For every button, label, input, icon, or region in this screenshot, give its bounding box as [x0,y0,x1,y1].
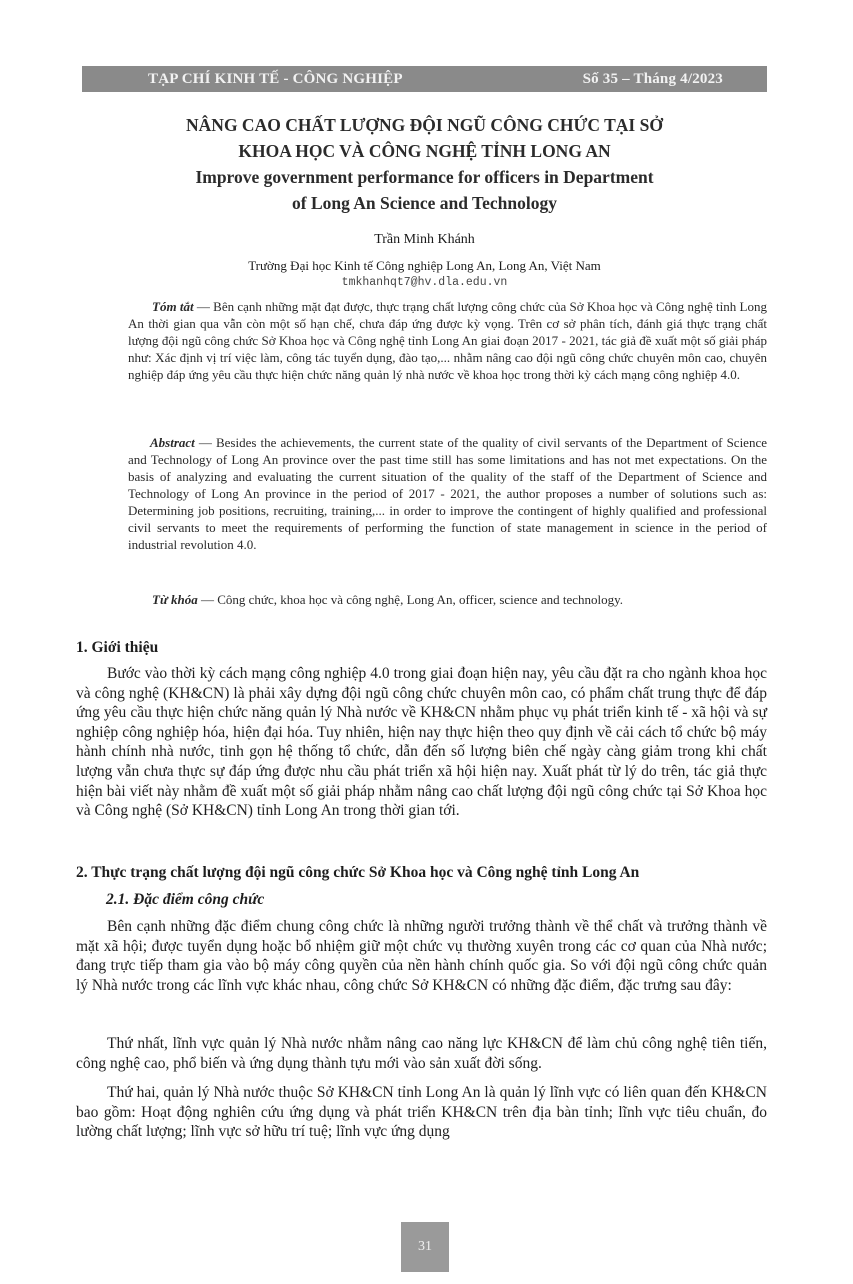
abstract-english [128,434,767,553]
keywords-label: Từ khóa [152,592,198,607]
section-2-1-heading: 2.1. Đặc điểm công chức [106,891,265,908]
journal-name: TẠP CHÍ KINH TẾ - CÔNG NGHIỆP [148,70,403,87]
abstract-en-text: — Besides the achievements, the current state of the quality of civil servants of the Department of Science and Technology of Long An province over the past time still has some limitations and has not met expectations. On the basis of analyzing and evaluating the current situation of the quality of the staff of the Department of Science and Technology of Long An province in the period of 2017 - 2021, the author proposes a number of solutions such as: Determining job positions, recruiting, training,... in order to improve the contingent of highly qualified and professional civil servants to meet the requirements of performing the function of state management in science in the period of industrial revolution 4.0. [128,435,767,552]
author-email: tmkhanhqt7@hv.dla.edu.vn [341,276,508,289]
abstract-vietnamese [128,298,767,383]
title-en-line2: of Long An Science and Technology [292,193,557,213]
title-en-line1: Improve government performance for officers in Department [195,167,654,187]
section-2-heading: 2. Thực trạng chất lượng đội ngũ công chức Sở Khoa học và Công nghệ tỉnh Long An [76,864,640,881]
abstract-vi-text: — Bên cạnh những mặt đạt được, thực trạng chất lượng công chức của Sở Khoa học và Công nghệ tỉnh Long An thời gian qua vẫn còn một số hạn chế, chưa đáp ứng được kỳ vọng. Trên cơ sở phân tích, đánh giá thực trạng chất lượng đội ngũ công chức Sở Khoa học và Công nghệ tỉnh Long An giai đoạn 2017 - 2021, tác giả đề xuất một số giải pháp như: Xác định vị trí việc làm, công tác tuyển dụng, đào tạo,... nhằm nâng cao đội ngũ công chức chuyên môn cao, chuyên nghiệp đáp ứng yêu cầu thực hiện chức năng quản lý nhà nước về khoa học trong thời kỳ cách mạng công nghiệp 4.0. [128,299,767,382]
title-vi-line2: KHOA HỌC VÀ CÔNG NGHỆ TỈNH LONG AN [238,141,611,161]
author-affiliation: Trường Đại học Kinh tế Công nghiệp Long An, Long An, Việt Nam [248,258,601,273]
keywords-text: — Công chức, khoa học và công nghệ, Long An, officer, science and technology. [197,592,624,607]
author-name: Trần Minh Khánh [374,232,475,247]
page-number: 31 [401,1222,449,1272]
journal-header-bar [82,66,767,92]
section-2-1-paragraph-3: Thứ hai, quản lý Nhà nước thuộc Sở KH&CN tỉnh Long An là quản lý lĩnh vực có liên quan đến KH&CN bao gồm: Hoạt động nghiên cứu ứng dụng và phát triển KH&CN trên địa bàn tỉnh; lĩnh vực tiêu chuẩn, đo lường chất lượng; lĩnh vực sở hữu trí tuệ; lĩnh vực ứng dụng [76,1084,767,1141]
title-vi-line1: NÂNG CAO CHẤT LƯỢNG ĐỘI NGŨ CÔNG CHỨC TẠI SỞ [186,115,663,135]
section-1-paragraph: Bước vào thời kỳ cách mạng công nghiệp 4.0 trong giai đoạn hiện nay, yêu cầu đặt ra cho ngành khoa học và công nghệ (KH&CN) là phải xây dựng đội ngũ công chức chuyên môn cao, có phẩm chất trung thực để đáp ứng yêu cầu thực hiện chức năng quản lý Nhà nước về KH&CN nhằm phục vụ phát triển kinh tế - xã hội và sự nghiệp công nghiệp hóa, hiện đại hóa. Tuy nhiên, hiện nay thực hiện theo quy định về cải cách tổ chức bộ máy hành chính nhà nước, tinh gọn hệ thống tổ chức, dẫn đến số lượng biên chế ngày càng giảm trong khi chất lượng vẫn chưa thực sự đáp ứng được nhu cầu phát triển xã hội hiện nay. Xuất phát từ lý do trên, tác giả thực hiện bài viết này nhằm đề xuất một số giải pháp nhằm nâng cao chất lượng đội ngũ công chức tại Sở Khoa học và Công nghệ (Sở KH&CN) tỉnh Long An trong thời gian tới. [76,665,767,820]
section-2-1-paragraph-1: Bên cạnh những đặc điểm chung công chức là những người trưởng thành về thể chất và trưởng thành về mặt xã hội; được tuyển dụng hoặc bổ nhiệm giữ một chức vụ thường xuyên trong các cơ quan của Nhà nước; đang trực tiếp tham gia vào bộ máy công quyền của nền hành chính quốc gia. So với đội ngũ công chức quản lý Nhà nước trong các lĩnh vực khác nhau, công chức Sở KH&CN có những đặc điểm, đặc trưng sau đây: [76,918,767,994]
abstract-en-label: Abstract [150,435,195,450]
issue-label: Số 35 – Tháng 4/2023 [582,70,723,87]
abstract-vi-label: Tóm tắt [152,299,194,314]
keywords [128,592,767,608]
section-2-1-paragraph-2: Thứ nhất, lĩnh vực quản lý Nhà nước nhằm nâng cao năng lực KH&CN để làm chủ công nghệ tiên tiến, công nghệ cao, phổ biến và ứng dụng thành tựu mới vào sản xuất đời sống. [76,1035,767,1072]
article-title [82,112,767,216]
section-1-heading: 1. Giới thiệu [76,639,159,656]
